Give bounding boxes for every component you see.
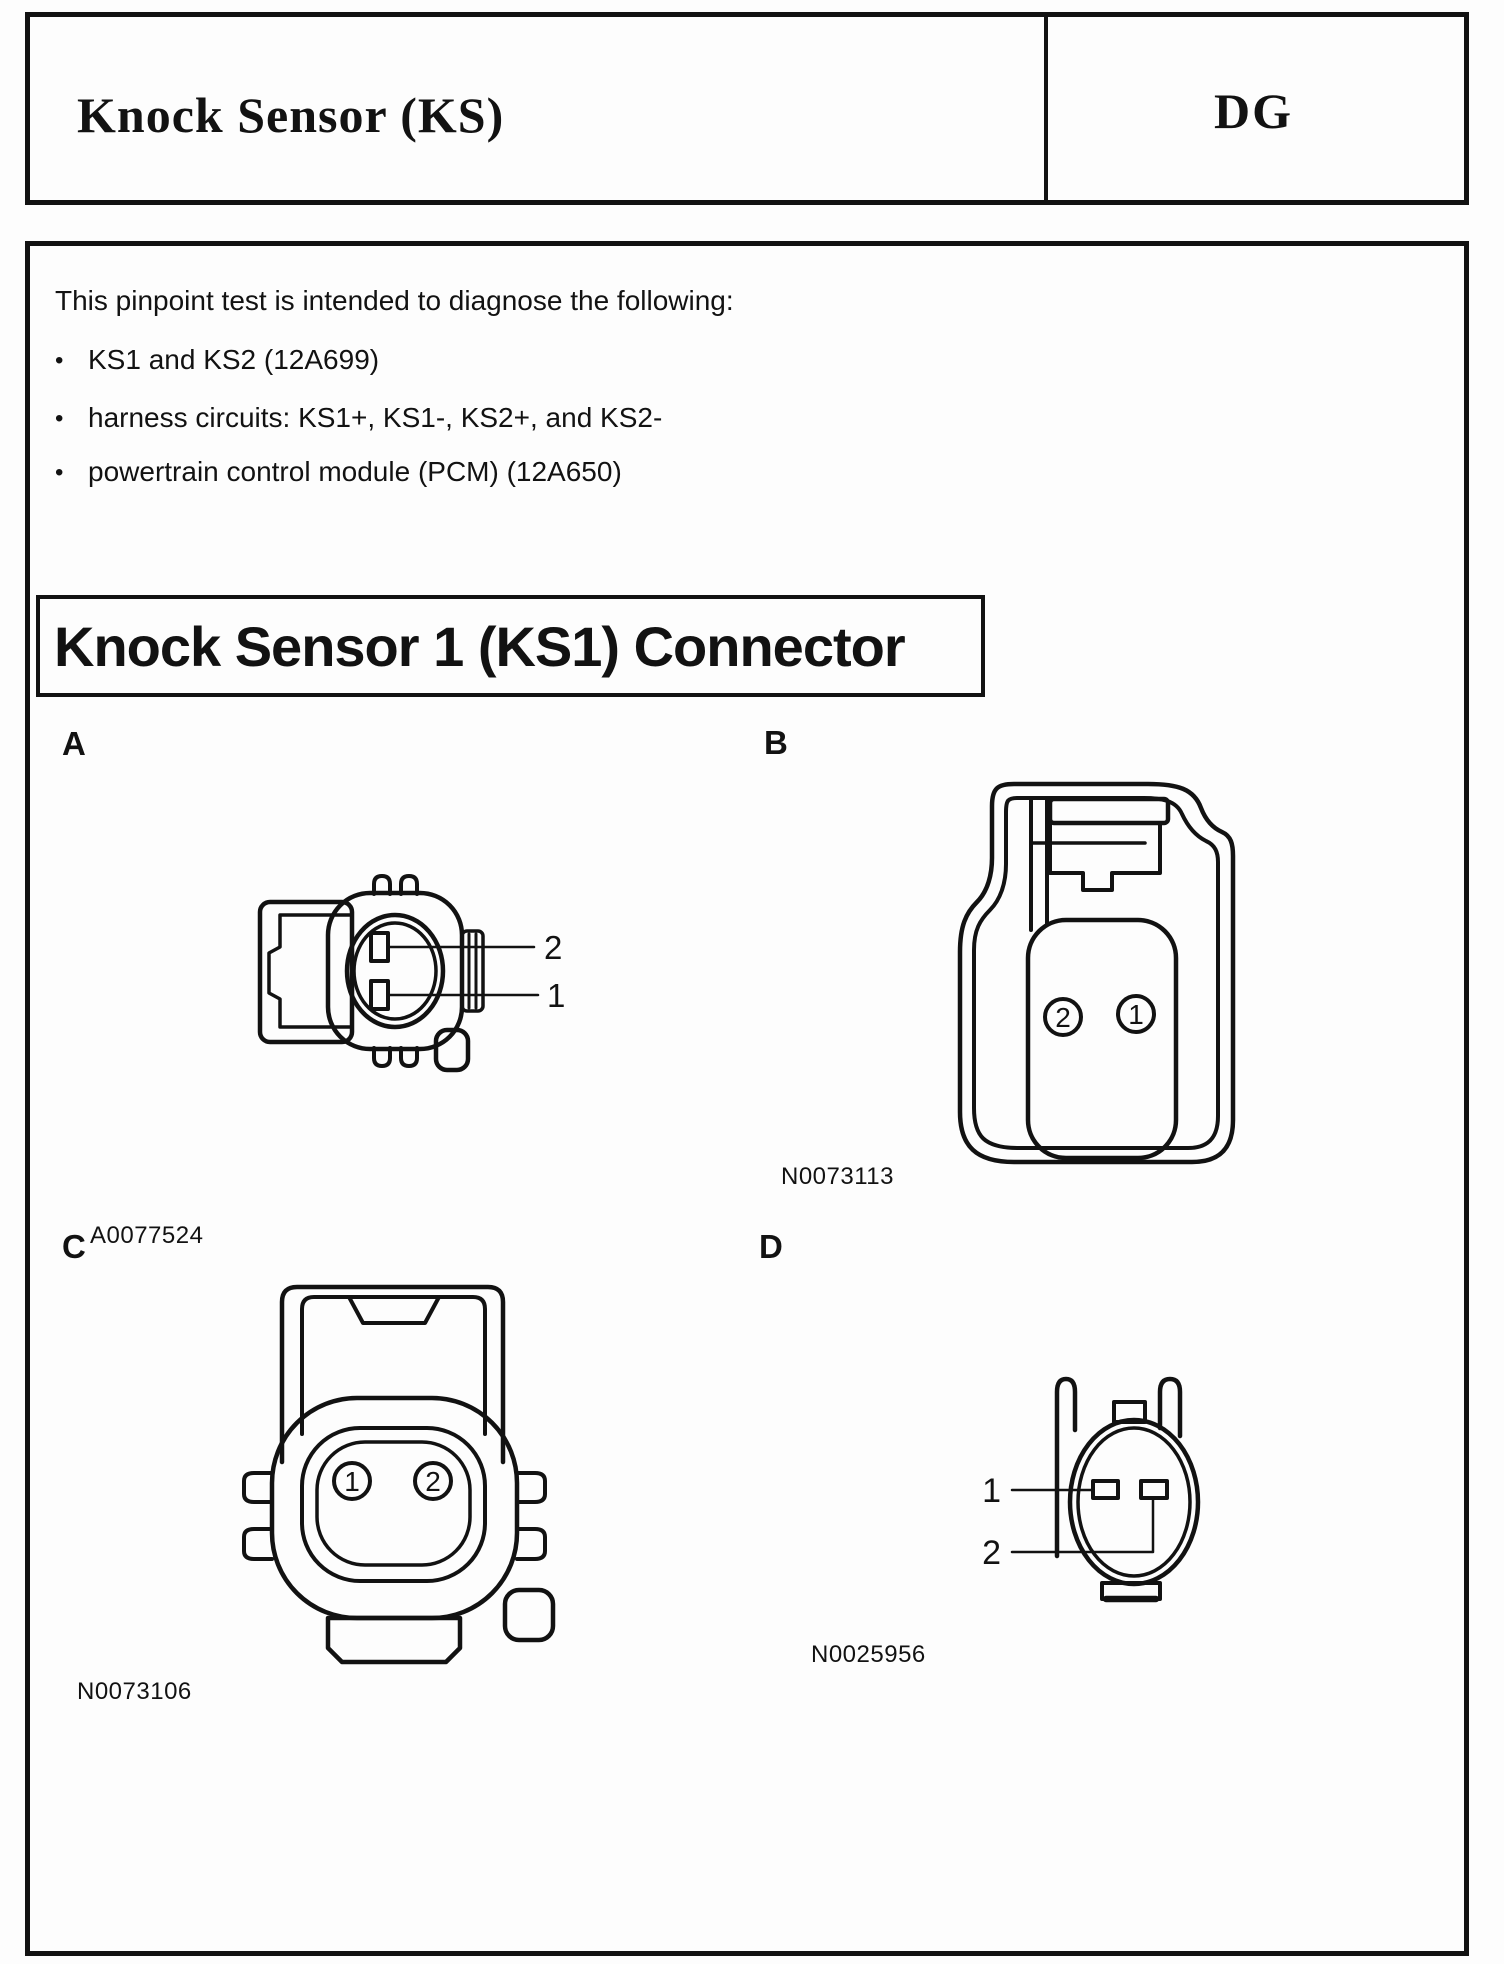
section-title: Knock Sensor 1 (KS1) Connector xyxy=(54,614,905,678)
terminal-1 xyxy=(1093,1481,1118,1498)
body-outer-outline xyxy=(272,1398,517,1618)
pin-number-2: 2 xyxy=(425,1466,441,1497)
seal-ribs-edge xyxy=(462,931,483,1011)
figure-caption-b: N0073113 xyxy=(781,1163,894,1190)
pin-number-1: 1 xyxy=(982,1472,1001,1510)
bullet-icon: • xyxy=(55,347,64,374)
pin-number-2: 2 xyxy=(544,929,563,966)
terminal-pocket xyxy=(1028,920,1176,1158)
connector-diagram-d xyxy=(955,1365,1215,1610)
tower-inner-outline xyxy=(302,1297,485,1434)
body-inner-ring xyxy=(317,1442,470,1565)
pin-number-1: 1 xyxy=(344,1466,360,1497)
pin-number-2: 2 xyxy=(982,1534,1001,1572)
figure-label-b: B xyxy=(764,724,788,761)
figure-caption-d: N0025956 xyxy=(811,1641,926,1668)
seal-ribs-lines xyxy=(469,934,476,1008)
sensor-body-inner-line xyxy=(269,915,352,1027)
sensor-body-outline xyxy=(260,902,352,1042)
connector-diagram-a xyxy=(250,870,590,1085)
bullet-text: harness circuits: KS1+, KS1-, KS2+, and KS2- xyxy=(88,402,663,433)
terminal-2 xyxy=(371,933,388,961)
housing-outer-outline xyxy=(960,784,1233,1162)
page-title: Knock Sensor (KS) xyxy=(77,87,505,143)
connector-diagram-b xyxy=(940,775,1245,1170)
housing-inner-outline xyxy=(974,798,1218,1148)
bullet-text: powertrain control module (PCM) (12A650) xyxy=(88,456,622,487)
body-middle-ring xyxy=(302,1428,485,1581)
figure-caption-a: A0077524 xyxy=(90,1222,204,1249)
connector-face-outer xyxy=(347,915,443,1027)
terminal-2 xyxy=(1141,1481,1167,1498)
intro-lead: This pinpoint test is intended to diagnose the following: xyxy=(55,285,734,316)
latch-slot xyxy=(1050,823,1160,890)
bullet-item xyxy=(55,343,379,378)
bullet-item xyxy=(55,455,622,490)
connector-diagram-c xyxy=(235,1280,565,1675)
figure-label-c: C xyxy=(62,1228,86,1265)
section-code: DG xyxy=(1214,83,1293,139)
pin-number-1: 1 xyxy=(1128,999,1144,1030)
section-title-box xyxy=(36,595,985,697)
body-inner-outline xyxy=(1078,1428,1190,1576)
figure-label-a: A xyxy=(62,725,86,762)
left-mounting-tabs xyxy=(244,1473,272,1559)
connector-face-inner xyxy=(354,923,436,1019)
right-mounting-tabs xyxy=(517,1473,545,1559)
figure-caption-c: N0073106 xyxy=(77,1678,192,1705)
bullet-text: KS1 and KS2 (12A699) xyxy=(88,344,380,375)
bullet-icon: • xyxy=(55,405,64,432)
tower-notch xyxy=(349,1297,439,1323)
content-box xyxy=(25,241,1469,1956)
bullet-icon: • xyxy=(55,459,64,486)
tower-outer-outline xyxy=(282,1287,503,1462)
latch-top-bar xyxy=(1050,799,1168,823)
locking-tabs xyxy=(374,876,417,1066)
body-outer-outline xyxy=(1070,1420,1198,1584)
pin-number-1: 1 xyxy=(547,977,566,1014)
right-foot xyxy=(505,1590,553,1640)
bottom-block xyxy=(328,1618,460,1662)
terminal-1 xyxy=(371,981,388,1009)
bullet-item xyxy=(55,401,662,436)
figure-label-d: D xyxy=(759,1228,783,1265)
pin-number-2: 2 xyxy=(1055,1002,1071,1033)
latch-channel-lines xyxy=(1031,798,1047,930)
